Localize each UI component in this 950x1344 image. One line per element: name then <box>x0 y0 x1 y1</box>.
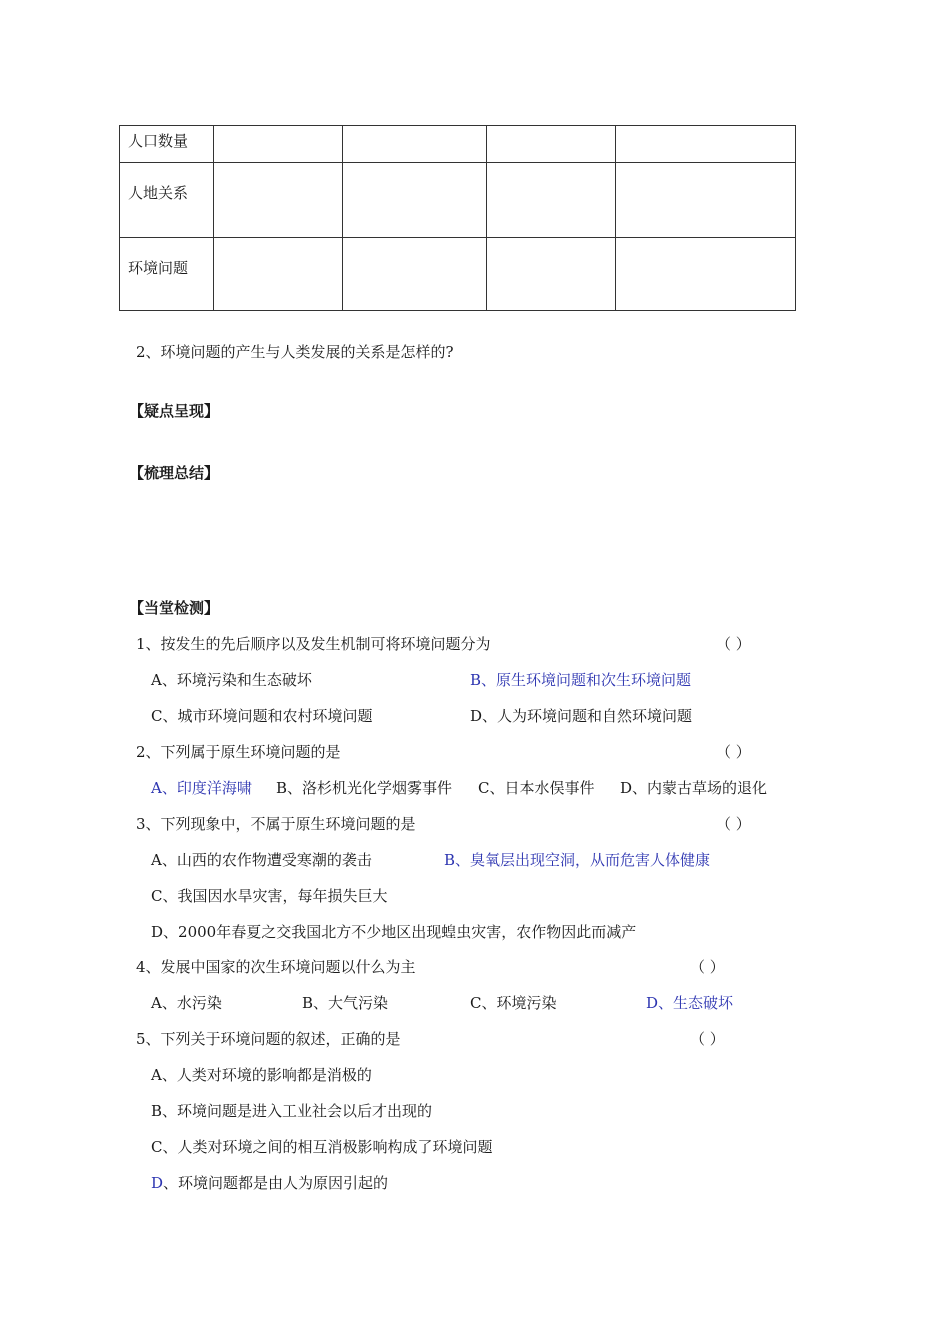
quiz-2-stem: 2、下列属于原生环境问题的是 <box>136 743 341 761</box>
quiz-5-stem: 5、下列关于环境问题的叙述，正确的是 <box>136 1030 401 1048</box>
quiz-3-answer-blank[interactable]: （ ） <box>716 815 751 833</box>
quiz-5-option-d: D、环境问题都是由人为原因引起的 <box>151 1174 389 1192</box>
quiz-1-answer-blank[interactable]: （ ） <box>716 635 751 653</box>
table-cell <box>487 163 616 238</box>
table-cell <box>214 126 343 163</box>
table-cell <box>487 238 616 311</box>
quiz-3-option-b: B、臭氧层出现空洞，从而危害人体健康 <box>444 851 711 869</box>
heading-summary: 【梳理总结】 <box>129 464 220 482</box>
quiz-5-option-b: B、环境问题是进入工业社会以后才出现的 <box>151 1102 433 1120</box>
table-cell <box>343 126 487 163</box>
quiz-4-option-c: C、环境污染 <box>470 994 557 1012</box>
table-cell <box>616 126 796 163</box>
table-cell <box>343 163 487 238</box>
quiz-1-option-a: A、环境污染和生态破坏 <box>151 671 312 689</box>
quiz-2-option-d: D、内蒙古草场的退化 <box>620 779 768 797</box>
quiz-3-option-a: A、山西的农作物遭受寒潮的袭击 <box>151 851 372 869</box>
quiz-1-option-d: D、人为环境问题和自然环境问题 <box>470 707 693 725</box>
row-label-population: 人口数量 <box>120 126 214 163</box>
quiz-4-option-d: D、生态破坏 <box>646 994 734 1012</box>
quiz-3-stem: 3、下列现象中，不属于原生环境问题的是 <box>136 815 416 833</box>
quiz-3-option-d: D、2000年春夏之交我国北方不少地区出现蝗虫灾害，农作物因此而减产 <box>151 923 637 941</box>
table-cell <box>343 238 487 311</box>
quiz-5-option-c: C、人类对环境之间的相互消极影响构成了环境问题 <box>151 1138 493 1156</box>
table-cell <box>616 163 796 238</box>
quiz-2-option-b: B、洛杉机光化学烟雾事件 <box>276 779 453 797</box>
quiz-1-stem: 1、按发生的先后顺序以及发生机制可将环境问题分为 <box>136 635 491 653</box>
quiz-1-option-c: C、城市环境问题和农村环境问题 <box>151 707 373 725</box>
heading-test: 【当堂检测】 <box>129 599 220 617</box>
quiz-4-stem: 4、发展中国家的次生环境问题以什么为主 <box>136 958 416 976</box>
quiz-5-option-a: A、人类对环境的影响都是消极的 <box>151 1066 372 1084</box>
quiz-2-option-c: C、日本水俣事件 <box>478 779 595 797</box>
quiz-3-option-c: C、我国因水旱灾害，每年损失巨大 <box>151 887 388 905</box>
table-cell <box>214 238 343 311</box>
row-label-human-land: 人地关系 <box>120 163 214 238</box>
table-cell <box>214 163 343 238</box>
question-2-text: 2、环境问题的产生与人类发展的关系是怎样的? <box>136 343 454 361</box>
quiz-2-option-a: A、印度洋海啸 <box>151 779 252 797</box>
quiz-4-option-a: A、水污染 <box>151 994 222 1012</box>
quiz-5-answer-blank[interactable]: （ ） <box>690 1030 725 1048</box>
table-cell <box>616 238 796 311</box>
row-label-environment: 环境问题 <box>120 238 214 311</box>
heading-doubts: 【疑点呈现】 <box>129 402 220 420</box>
comparison-table <box>119 125 796 311</box>
quiz-2-answer-blank[interactable]: （ ） <box>716 743 751 761</box>
table-row <box>120 126 796 163</box>
quiz-4-option-b: B、大气污染 <box>302 994 389 1012</box>
table-row <box>120 163 796 238</box>
table-cell <box>487 126 616 163</box>
table-row <box>120 238 796 311</box>
quiz-1-option-b: B、原生环境问题和次生环境问题 <box>470 671 692 689</box>
quiz-4-answer-blank[interactable]: （ ） <box>690 958 725 976</box>
